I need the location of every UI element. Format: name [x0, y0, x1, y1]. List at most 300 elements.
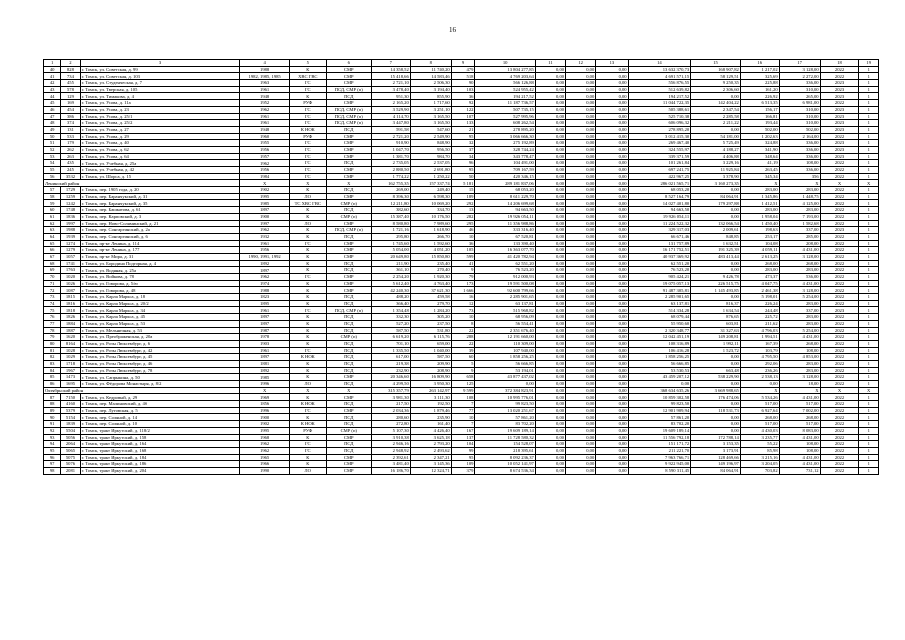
table-cell: 108,00 — [779, 441, 820, 448]
table-cell: 2022 — [820, 414, 859, 421]
table-cell: 0,00 — [535, 260, 565, 267]
table-cell: 1 — [859, 280, 879, 287]
table-cell: 2 254,20 — [371, 274, 410, 281]
table-cell: РУФ — [289, 133, 326, 140]
table-row — [44, 447, 879, 454]
table-cell: 268,00 — [779, 340, 820, 347]
table-cell: 0,00 — [596, 233, 628, 240]
table-cell: 905 424,21 — [628, 274, 691, 281]
table-cell: 41,19 — [740, 160, 779, 167]
table-cell: 1 523,72 — [691, 347, 741, 354]
table-cell: 2 306,60 — [691, 86, 741, 93]
table-cell: 337,00 — [779, 307, 820, 314]
table-cell: 168 907,82 — [691, 66, 741, 73]
table-row — [44, 360, 879, 367]
table-cell: 5 — [451, 360, 475, 367]
table-cell: 7 963 766,71 — [628, 454, 691, 461]
table-cell: СМР — [326, 66, 371, 73]
table-cell: 328 744,24 — [475, 146, 535, 153]
table-cell: 295 — [451, 220, 475, 227]
table-cell: 658 — [451, 374, 475, 381]
table-cell: 3 529,90 — [371, 106, 410, 113]
table-cell: 422 967,25 — [628, 173, 691, 180]
table-cell: 283,00 — [779, 314, 820, 321]
table-cell: 62 551,20 — [628, 260, 691, 267]
table-cell: К — [289, 247, 326, 254]
table-cell: СМР — [326, 220, 371, 227]
table-cell: 1 — [859, 454, 879, 461]
subtotal-cell: 3 669 988,65 — [691, 387, 741, 394]
table-cell: 1 — [859, 126, 879, 133]
table-cell: 5379 — [61, 407, 80, 414]
table-cell: 105 — [451, 247, 475, 254]
subtotal-cell: Х — [740, 180, 779, 187]
table-cell: 73 — [451, 307, 475, 314]
table-cell: 7 989,60 — [410, 220, 451, 227]
table-cell: 1962 — [240, 160, 290, 167]
table-row — [44, 454, 879, 461]
table-cell: 2 721,20 — [371, 133, 410, 140]
table-cell: 2022 — [820, 327, 859, 334]
table-cell: 0,00 — [566, 414, 596, 421]
table-cell: 7 — [451, 401, 475, 408]
table-cell: 0,00 — [535, 320, 565, 327]
table-cell: 235,90 — [410, 414, 451, 421]
table-cell: 0,00 — [596, 227, 628, 234]
table-cell: 21 — [451, 126, 475, 133]
table-cell: 1897 — [240, 207, 290, 214]
table-cell: ГС — [289, 153, 326, 160]
table-cell: 0,00 — [535, 347, 565, 354]
table-cell: 0,00 — [566, 86, 596, 93]
table-cell: СМР — [326, 374, 371, 381]
table-cell: 41 — [44, 73, 61, 80]
table-cell: 2 549,90 — [410, 133, 451, 140]
table-cell: 1 618,90 — [410, 227, 451, 234]
table-cell: 8 590 311,45 — [628, 467, 691, 474]
table-cell: 1962 — [240, 441, 290, 448]
district-name: Октябрьский район — [44, 387, 240, 394]
table-cell: 0,00 — [596, 274, 628, 281]
table-cell: 0,00 — [566, 287, 596, 294]
table-row — [44, 227, 879, 234]
table-cell: 1902 — [240, 421, 290, 428]
address-cell: г. Томск, ул. Усова, д. 25/1 — [80, 113, 240, 120]
table-cell: 2 537,05 — [410, 160, 451, 167]
subtotal-cell: Х — [289, 180, 326, 187]
table-cell: СМР — [326, 153, 371, 160]
table-cell: ПСД — [326, 327, 371, 334]
table-cell: 1 — [859, 233, 879, 240]
table-cell: 848,90 — [410, 140, 451, 147]
table-cell: 0,00 — [596, 320, 628, 327]
table-cell: 88 — [44, 401, 61, 408]
table-cell: 2022 — [820, 340, 859, 347]
table-cell: 8 083,00 — [779, 427, 820, 434]
table-cell: 4 763,40 — [410, 280, 451, 287]
table-cell: 0,00 — [566, 240, 596, 247]
table-cell: 1 — [859, 247, 879, 254]
table-cell: 265,00 — [779, 93, 820, 100]
address-cell: г. Томск, пр-кт Мира, д. 31 — [80, 253, 240, 260]
table-cell: 79 — [44, 334, 61, 341]
table-cell: ПСД — [326, 160, 371, 167]
table-cell: 2022 — [820, 193, 859, 200]
table-cell: 2023 — [820, 153, 859, 160]
table-cell: 82 — [44, 354, 61, 361]
address-cell: г. Томск, ул. Усова, д. 29 — [80, 133, 240, 140]
table-cell: 2022 — [820, 207, 859, 214]
table-cell: 58 129,51 — [691, 73, 741, 80]
table-cell: 0,00 — [596, 126, 628, 133]
table-cell: 57 861,20 — [628, 414, 691, 421]
table-cell: 0,00 — [596, 467, 628, 474]
table-cell: 96 — [44, 454, 61, 461]
table-cell: 591,58 — [371, 126, 410, 133]
table-cell: 1 — [859, 260, 879, 267]
column-number: 1 — [44, 60, 61, 67]
table-cell: 1 — [859, 66, 879, 73]
table-cell: 2 272,00 — [779, 73, 820, 80]
table-cell: 2022 — [820, 374, 859, 381]
table-cell: 1620 — [61, 334, 80, 341]
address-cell: г. Томск, тракт Иркутский, д. 158 — [80, 434, 240, 441]
table-cell: 3 153,35 — [691, 441, 741, 448]
table-cell: К — [289, 414, 326, 421]
address-cell: г. Томск, ул. Карла Маркса, д. 34 — [80, 307, 240, 314]
table-cell: 149 208,81 — [691, 334, 741, 341]
table-cell: 128 469,66 — [691, 454, 741, 461]
table-cell: 1948 — [240, 126, 290, 133]
table-cell: 2 034,36 — [371, 407, 410, 414]
table-row — [44, 187, 879, 194]
table-cell: 0,00 — [566, 193, 596, 200]
table-cell: 0,00 — [566, 454, 596, 461]
table-cell: 2 285,58 — [691, 113, 741, 120]
table-cell: 0,00 — [535, 80, 565, 87]
address-cell: г. Томск, пер. Малиновский, д. 4б — [80, 401, 240, 408]
table-cell: 11 556 792,18 — [628, 434, 691, 441]
table-cell: 268,00 — [779, 414, 820, 421]
table-cell: 379 — [451, 467, 475, 474]
table-cell: ПСД — [326, 300, 371, 307]
table-row — [44, 126, 879, 133]
table-cell: ЛО — [289, 381, 326, 388]
table-cell: К — [289, 280, 326, 287]
table-cell: 176 474,06 — [691, 394, 741, 401]
table-cell: 1 — [859, 213, 879, 220]
table-cell: 94 663,50 — [475, 207, 535, 214]
table-cell: ПСД — [326, 447, 371, 454]
address-cell: г. Томск, пер. Соляной, д. 10 — [80, 421, 240, 428]
table-cell: 1961 — [240, 86, 290, 93]
table-cell: 18,00 — [779, 381, 820, 388]
table-cell: 19 609 189,14 — [475, 427, 535, 434]
table-cell: 99 823,50 — [475, 401, 535, 408]
table-cell: ПСД, СМР (п) — [326, 227, 371, 234]
table-row — [44, 300, 879, 307]
table-cell: 9 250,35 — [691, 80, 741, 87]
table-cell: 131 — [61, 126, 80, 133]
table-cell: 63 137,81 — [475, 300, 535, 307]
table-cell: 1 — [859, 427, 879, 434]
table-cell: 4 114,70 — [371, 113, 410, 120]
table-cell: 76 — [44, 314, 61, 321]
table-cell: 345,34 — [740, 173, 779, 180]
table-cell: 4 769 203,64 — [475, 73, 535, 80]
table-cell: 0,00 — [596, 193, 628, 200]
column-number: 2 — [61, 60, 80, 67]
table-cell: 3 165,50 — [410, 120, 451, 127]
table-cell: СМР — [326, 407, 371, 414]
table-cell: 1985 — [240, 374, 290, 381]
table-cell: 295,80 — [371, 233, 410, 240]
table-cell: 1 — [859, 467, 879, 474]
table-cell: 189 — [451, 193, 475, 200]
column-number: 17 — [779, 60, 820, 67]
table-cell: 2022 — [820, 173, 859, 180]
table-cell: 454 — [61, 106, 80, 113]
table-cell: 0,00 — [596, 340, 628, 347]
table-cell: 2023 — [820, 80, 859, 87]
table-cell: 0,00 — [535, 374, 565, 381]
table-cell: 1823 — [240, 294, 290, 301]
table-cell: 292,06 — [740, 360, 779, 367]
table-cell: 76 523,20 — [475, 267, 535, 274]
table-cell: 332,30 — [371, 314, 410, 321]
table-cell: 4 406,88 — [691, 153, 741, 160]
table-cell: 5056 — [61, 434, 80, 441]
table-cell: 0,00 — [596, 421, 628, 428]
table-cell: 1 — [859, 394, 879, 401]
subtotal-cell: 372 384 823,91 — [475, 387, 535, 394]
table-cell: 15 418,66 — [371, 73, 410, 80]
table-cell: 1 202,63 — [740, 133, 779, 140]
table-cell: К НОК — [289, 126, 326, 133]
table-cell: 46 — [451, 227, 475, 234]
table-row — [44, 66, 879, 73]
subtotal-cell: 289 181 837,06 — [475, 180, 535, 187]
table-cell: 1 — [859, 441, 879, 448]
table-cell: 1826 — [61, 314, 80, 321]
table-cell: 1956 — [240, 247, 290, 254]
table-cell: 1948 — [240, 93, 290, 100]
table-cell: 3 378,90 — [691, 173, 741, 180]
table-cell: 12 901 909,94 — [628, 407, 691, 414]
table-cell: 1897 — [240, 314, 290, 321]
table-cell: К — [289, 253, 326, 260]
table-cell: 108,00 — [779, 347, 820, 354]
table-cell: 194 217,52 — [628, 93, 691, 100]
table-cell: ЛО — [289, 220, 326, 227]
table-cell: 0,00 — [535, 447, 565, 454]
table-cell: 3 128,00 — [779, 374, 820, 381]
table-row — [44, 253, 879, 260]
table-cell: 0,00 — [566, 340, 596, 347]
table-cell: 518 — [451, 73, 475, 80]
table-cell: 4 431,00 — [779, 334, 820, 341]
table-cell: 0,00 — [596, 447, 628, 454]
table-cell: 382,60 — [371, 207, 410, 214]
table-cell: 2022 — [820, 314, 859, 321]
table-cell: 0,00 — [566, 260, 596, 267]
table-cell: 0,00 — [566, 153, 596, 160]
table-cell: 198,63 — [740, 227, 779, 234]
table-cell: 95 — [44, 447, 61, 454]
table-cell: 566 126,88 — [475, 80, 535, 87]
table-cell: 1 592,60 — [410, 240, 451, 247]
table-cell: 3 481,40 — [371, 461, 410, 468]
table-cell: 279,70 — [410, 300, 451, 307]
table-cell: 703,82 — [740, 467, 779, 474]
table-cell: 8 674 536,34 — [475, 467, 535, 474]
table-cell: ГС — [289, 120, 326, 127]
subtotal-cell: 0,00 — [535, 387, 565, 394]
table-cell: К — [289, 434, 326, 441]
table-row — [44, 394, 879, 401]
table-cell: 2022 — [820, 320, 859, 327]
table-cell: 11 740,20 — [410, 66, 451, 73]
table-cell: 0,00 — [596, 441, 628, 448]
table-cell: 1 — [859, 86, 879, 93]
table-cell: 1 — [859, 153, 879, 160]
subtotal-cell: 3 160 273,35 — [691, 180, 741, 187]
address-cell: г. Томск, тракт Иркутский, д. 164 — [80, 441, 240, 448]
table-cell: 0,00 — [566, 227, 596, 234]
table-cell: 10 — [451, 233, 475, 240]
table-cell: К — [289, 454, 326, 461]
table-cell: 5 725,49 — [691, 140, 741, 147]
column-number: 10 — [475, 60, 535, 67]
table-cell: 1 — [859, 294, 879, 301]
table-cell: 3 229,16 — [691, 160, 741, 167]
table-cell: 62 — [44, 220, 61, 227]
table-cell: 90 — [451, 80, 475, 87]
table-cell: 0,00 — [596, 73, 628, 80]
table-cell: 270,40 — [410, 267, 451, 274]
table-cell: 99 — [451, 447, 475, 454]
table-cell: 1 — [859, 320, 879, 327]
table-cell: 0,00 — [535, 454, 565, 461]
table-cell: 2 538,13 — [740, 374, 779, 381]
table-cell: 1 345,86 — [740, 193, 779, 200]
table-cell: 68 956,09 — [475, 314, 535, 321]
table-cell: 1 920,30 — [410, 274, 451, 281]
table-cell: 268,00 — [740, 414, 779, 421]
table-row — [44, 367, 879, 374]
table-cell: 249,40 — [410, 187, 451, 194]
address-cell: г. Томск, ул. Розы Люксембург, д. 45 — [80, 354, 240, 361]
table-cell: 98 — [44, 467, 61, 474]
table-cell: 1 958,04 — [740, 213, 779, 220]
table-cell: 0,00 — [596, 287, 628, 294]
table-cell: 16 186,70 — [371, 467, 410, 474]
table-cell: 0,00 — [596, 414, 628, 421]
table-row — [44, 146, 879, 153]
table-cell: 208,00 — [779, 240, 820, 247]
table-cell: 1 — [859, 401, 879, 408]
table-cell: 0,00 — [535, 187, 565, 194]
table-cell: 4 431,00 — [779, 394, 820, 401]
subtotal-cell: Х — [820, 180, 859, 187]
table-cell: 1892 — [240, 367, 290, 374]
table-cell: 268,00 — [779, 260, 820, 267]
table-cell: ПСД — [326, 367, 371, 374]
table-cell: 19 075 057,13 — [628, 280, 691, 287]
table-cell: 1815 — [61, 294, 80, 301]
table-cell: 0,00 — [691, 294, 741, 301]
table-cell: 3 981,30 — [371, 394, 410, 401]
table-cell: 269 467,40 — [628, 140, 691, 147]
table-row — [44, 100, 879, 107]
table-cell: 1 — [859, 300, 879, 307]
table-cell: 697 241,75 — [628, 167, 691, 174]
table-cell: 70 — [44, 274, 61, 281]
table-cell: 9 426,78 — [691, 274, 741, 281]
address-cell: г. Томск, ул. Усова, д. 25/2 — [80, 120, 240, 127]
table-cell: ПСД — [326, 187, 371, 194]
table-cell: 1 — [859, 360, 879, 367]
table-cell: 336,00 — [779, 140, 820, 147]
table-cell: 66 — [44, 247, 61, 254]
table-cell: 56 554,41 — [475, 320, 535, 327]
table-cell: СМР — [326, 454, 371, 461]
table-cell: 110 309,00 — [475, 340, 535, 347]
table-cell: 0,00 — [535, 113, 565, 120]
address-cell: г. Томск, ул. Карла Маркса, д. 20/2 — [80, 300, 240, 307]
table-cell: 479 — [451, 66, 475, 73]
table-cell: 0,00 — [566, 347, 596, 354]
table-cell: 211,90 — [371, 260, 410, 267]
table-cell: 13 632 370,73 — [628, 66, 691, 73]
table-cell: 0,00 — [596, 187, 628, 194]
table-cell: 0,00 — [691, 427, 741, 434]
address-cell: г. Томск, ул. Розы Люксембург, д. 78 — [80, 367, 240, 374]
table-cell: 4 795,50 — [740, 354, 779, 361]
address-cell: г. Томск, пер. Баранчукский, д. 31 — [80, 193, 240, 200]
table-cell: 104 491,00 — [475, 160, 535, 167]
table-cell: 0,00 — [566, 100, 596, 107]
address-cell: г. Томск, ул. Учебная, д. 42 — [80, 167, 240, 174]
table-cell: 4 426,40 — [410, 427, 451, 434]
table-cell: 1 — [859, 80, 879, 87]
address-cell: г. Томск, ул. Розы Люксембург, д. 46 — [80, 360, 240, 367]
table-cell: 0,00 — [475, 381, 535, 388]
table-cell: 324,88 — [740, 140, 779, 147]
table-cell: 709 167,59 — [475, 167, 535, 174]
table-cell: 0,00 — [535, 126, 565, 133]
table-cell: 2022 — [820, 240, 859, 247]
table-cell: ПСД — [326, 414, 371, 421]
table-cell: 1836 — [61, 213, 80, 220]
table-row — [44, 200, 879, 207]
table-cell: 0,00 — [691, 421, 741, 428]
table-cell: 77 — [44, 320, 61, 327]
table-cell: 1892 — [240, 260, 290, 267]
table-cell: 13 — [451, 207, 475, 214]
table-cell: 0,00 — [566, 126, 596, 133]
table-row — [44, 106, 879, 113]
table-cell: 191 325,39 — [691, 247, 741, 254]
table-cell: ПСД — [326, 233, 371, 240]
column-number: 5 — [289, 60, 326, 67]
table-cell: 0,00 — [596, 220, 628, 227]
table-cell: 1 879,46 — [410, 407, 451, 414]
table-cell: 2 735,05 — [371, 160, 410, 167]
table-row — [44, 327, 879, 334]
table-cell: 3 012 415,30 — [628, 133, 691, 140]
table-cell: 283,00 — [779, 187, 820, 194]
